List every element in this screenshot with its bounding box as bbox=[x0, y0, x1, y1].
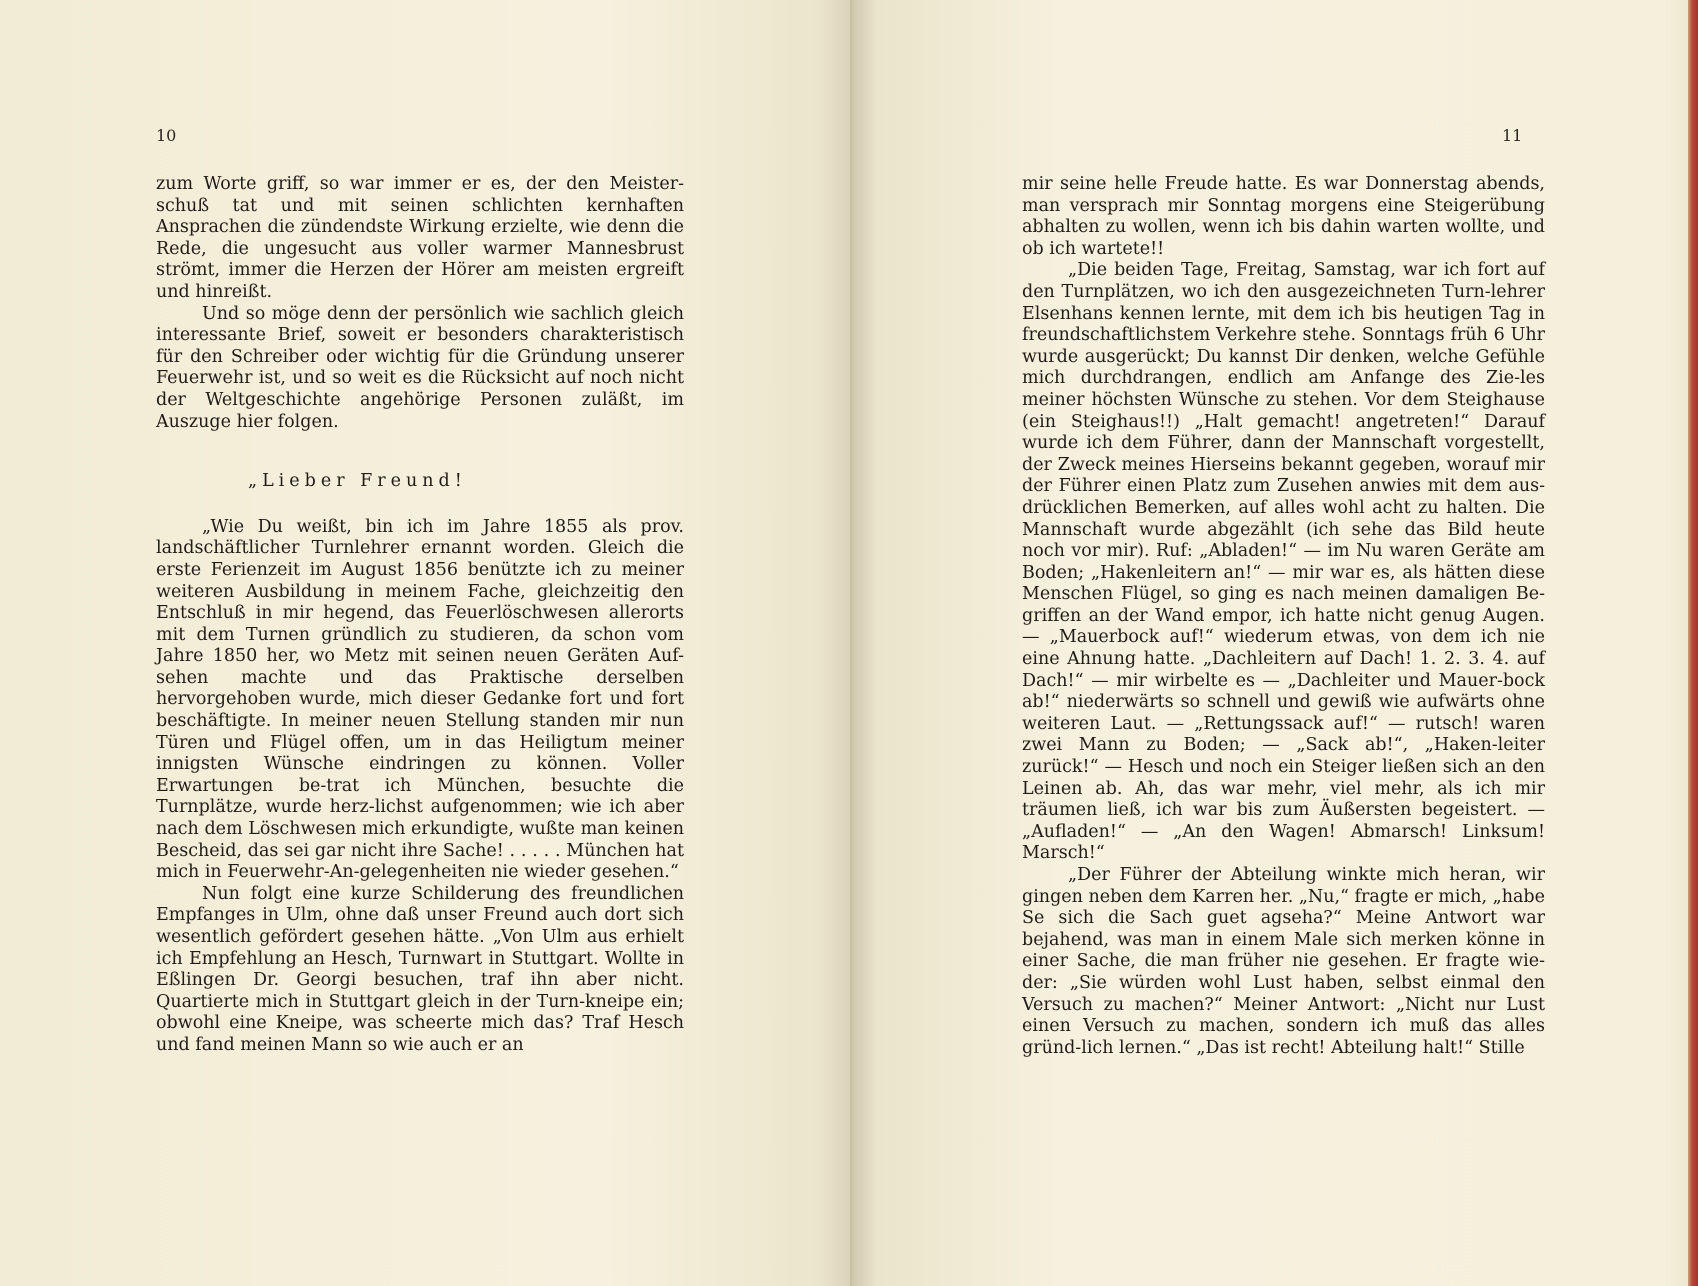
paragraph: „Die beiden Tage, Freitag, Samstag, war ich fort auf den Turnplätzen, wo ich den ausgezeichneten Turn-lehrer Elsenhans kennen lernte, mit dem ich bis heutigen Tag in freundschaftlichstem Verkehre stehe. Sonntags früh 6 Uhr wurde ausgerückt; Du kannst Dir denken, welche Gefühle mich durchdrangen, endlich am Anfange des Zie-les meiner höchsten Wünsche zu stehen. Vor dem Steighause (ein Steighaus!!) „Halt gemacht! angetreten!“ Darauf wurde ich dem Führer, dann der Mannschaft vorgestellt, der Zweck meines Hierseins bekannt gegeben, worauf mir der Führer einen Platz zum Zusehen anwies mit dem aus-drücklichen Bemerken, auf alles wohl acht zu halten. Die Mannschaft wurde abgezählt (ich sehe das Bild heute noch vor mir). Ruf: „Abladen!“ — im Nu waren Geräte am Boden; „Hakenleitern an!“ — mir war es, als hätten diese Menschen Flügel, so ging es nach meinen damaligen Be-griffen an der Wand empor, ich hatte nicht genug Augen. — „Mauerbock auf!“ wiederum etwas, von dem ich nie eine Ahnung hatte. „Dachleitern auf Dach! 1. 2. 3. 4. auf Dach!“ — mir wirbelte es — „Dachleiter und Mauer-bock ab!“ niederwärts so schnell und gewiß wie aufwärts ohne weiteren Laut. — „Rettungssack auf!“ — rutsch! waren zwei Mann zu Boden; — „Sack ab!“, „Haken-leiter zurück!“ — Hesch und noch ein Steiger ließen sich an den Leinen ab. Ah, das war mehr, viel mehr, als ich mir träumen ließ, ich war bis zum Äußersten begeistert. — „Aufladen!“ — „An den Wagen! Abmarsch! Linksum! Marsch!“ bbox=[1022, 260, 1545, 864]
page-number-right: 11 bbox=[1502, 126, 1523, 145]
page-number-left: 10 bbox=[156, 126, 177, 145]
left-page-text bbox=[156, 174, 684, 1057]
paragraph: mir seine helle Freude hatte. Es war Donnerstag abends, man versprach mir Sonntag morgens eine Steigerübung abhalten zu wollen, wenn ich bis dahin warten wollte, und ob ich wartete!! bbox=[1022, 174, 1545, 259]
paragraph: zum Worte griff, so war immer er es, der den Meister-schuß tat und mit seinen schlichten kernhaften Ansprachen die zündendste Wirkung erzielte, wie denn die Rede, die ungesucht aus voller warmer Mannesbrust strömt, immer die Herzen der Hörer am meisten ergreift und hinreißt. bbox=[156, 174, 684, 302]
book-cover-edge bbox=[1688, 0, 1698, 1286]
paragraph: Und so möge denn der persönlich wie sachlich gleich interessante Brief, soweit er besonders charakteristisch für den Schreiber oder wichtig für die Gründung unserer Feuerwehr ist, und so weit es die Rücksicht auf noch nicht der Weltgeschichte angehörige Personen zuläßt, im Auszuge hier folgen. bbox=[156, 303, 684, 432]
right-page-text bbox=[1022, 174, 1545, 1059]
paragraph: „Der Führer der Abteilung winkte mich heran, wir gingen neben dem Karren her. „Nu,“ fragte er mich, „habe Se sich die Sach guet agseha?“ Meine Antwort war bejahend, was man in einem Male sich merken könne in einer Sache, die man früher nie gesehen. Er fragte wie-der: „Sie würden wohl Lust haben, selbst einmal den Versuch zu machen?“ Meiner Antwort: „Nicht nur Lust einen Versuch zu machen, sondern ich muß das alles gründ-lich lernen.“ „Das ist recht! Abteilung halt!“ Stille bbox=[1022, 865, 1545, 1058]
paragraph: „Wie Du weißt, bin ich im Jahre 1855 als prov. landschäftlicher Turnlehrer ernannt worden. Gleich die erste Ferienzeit im August 1856 benützte ich zu meiner weiteren Ausbildung in meinem Fache, gleichzeitig den Entschluß in mir hegend, das Feuerlöschwesen allerorts mit dem Turnen gründlich zu studieren, da schon vom Jahre 1850 her, wo Metz mit seinen neuen Geräten Auf-sehen machte und das Praktische derselben hervorgehoben wurde, mich dieser Gedanke fort und fort beschäftigte. In meiner neuen Stellung standen mir nun Türen und Flügel offen, um in das Heiligtum meiner innigsten Wünsche eindringen zu können. Voller Erwartungen be-trat ich München, besuchte die Turnplätze, wurde herz-lichst aufgenommen; wie ich aber nach dem Löschwesen mich erkundigte, wußte man keinen Bescheid, das sei gar nicht ihre Sache! . . . . . München hat mich in Feuerwehr-An-gelegenheiten nie wieder gesehen.“ bbox=[156, 516, 684, 883]
letter-greeting: „Lieber Freund! bbox=[248, 471, 467, 492]
paragraph: Nun folgt eine kurze Schilderung des freundlichen Empfanges in Ulm, ohne daß unser Freund auch dort sich wesentlich gefördert gesehen hätte. „Von Ulm aus erhielt ich Empfehlung an Hesch, Turnwart in Stuttgart. Wollte in Eßlingen Dr. Georgi besuchen, traf ihn aber nicht. Quartierte mich in Stuttgart gleich in der Turn-kneipe ein; obwohl eine Kneipe, was scheerte mich das? Traf Hesch und fand meinen Mann so wie auch er an bbox=[156, 883, 684, 1055]
